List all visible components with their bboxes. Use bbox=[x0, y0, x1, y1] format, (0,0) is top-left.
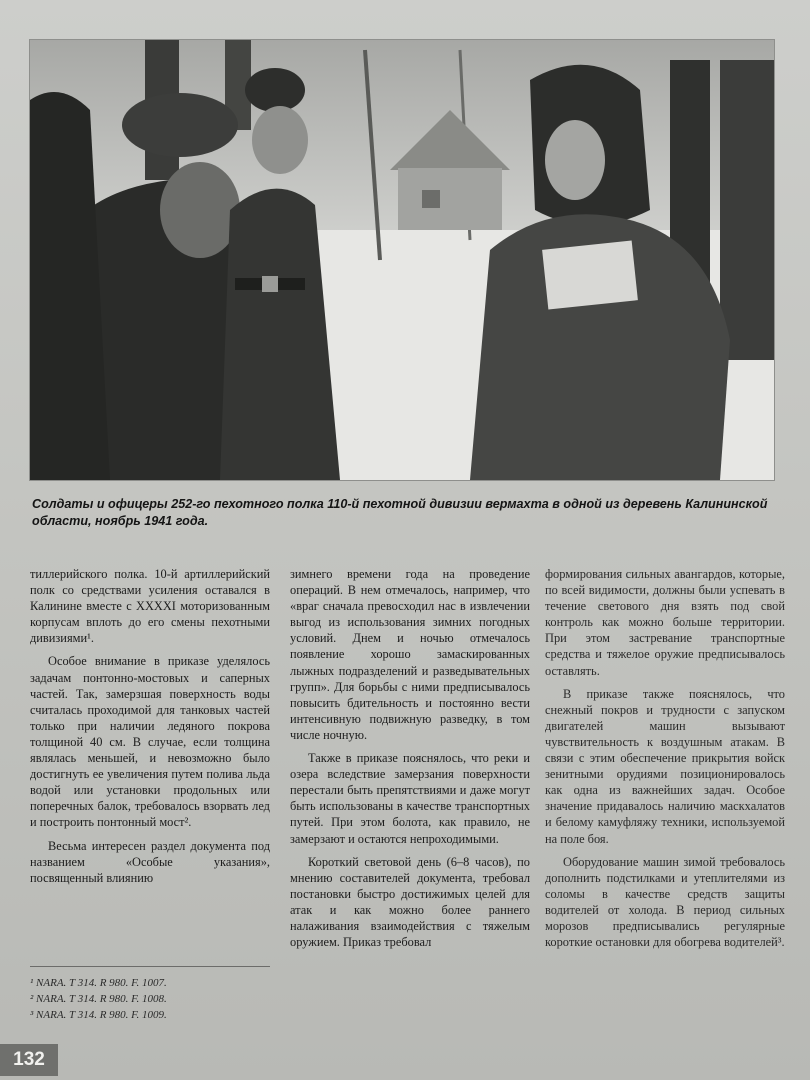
paragraph: Оборудование машин зимой требовалось дополнить подстилками и утеплителями из соломы в качестве средств защиты водителей от холода. В период сильных морозов предписывались регулярные короткие остановки для обогрева водителей³. bbox=[545, 854, 785, 950]
footnote: ³ NARA. T 314. R 980. F. 1009. bbox=[30, 1009, 167, 1021]
photo-illustration bbox=[30, 40, 774, 480]
footnote: ¹ NARA. T 314. R 980. F. 1007. bbox=[30, 977, 167, 989]
footnotes bbox=[30, 975, 270, 1023]
paragraph: Также в приказе пояснялось, что реки и озера вследствие замерзания поверхности перестали быть препятствиями и даже могут быть использованы в качестве транспортных путей. При этом болота, как правило, не замерзают и остаются непроходимыми. bbox=[290, 751, 530, 846]
paragraph: Короткий световой день (6–8 часов), по мнению составителей документа, требовал постановки быстро достижимых целей для атак и как можно более раннего налаживания взаимодействия с тяжелым оружием. Приказ требовал bbox=[290, 854, 530, 950]
paragraph: тиллерийского полка. 10-й артиллерийский полк со средствами усиления оставался в Калинине вместе с XXXXI моторизованным корпусам вплоть до его смены пехотными дивизиями¹. bbox=[30, 567, 270, 646]
paragraph: Особое внимание в приказе уделялось задачам понтонно-мостовых и саперных частей. Так, замерзшая поверхность воды считалась проходимой для танковых частей только при наличии ледяного покрова толщиной 40 см. В случае, если толщина являлась меньшей, и невозможно было достигнуть ее увеличения путем полива льда водой или установки продольных или поперечных балок, требовалось взорвать лед и построить понтонный мост². bbox=[30, 654, 270, 830]
paragraph: Весьма интересен раздел документа под названием «Особые указания», посвященный влиянию bbox=[30, 838, 270, 885]
text-column-2 bbox=[290, 566, 530, 957]
page-number: 132 bbox=[0, 1044, 58, 1076]
historical-photo bbox=[30, 40, 774, 480]
text-column-1 bbox=[30, 566, 270, 893]
photo-caption: Солдаты и офицеры 252-го пехотного полка 110-й пехотной дивизии вермахта в одной из деревень Калининской области, ноябрь 1941 года. bbox=[32, 497, 768, 528]
paragraph: В приказе также пояснялось, что снежный покров и трудности с запуском двигателей машин вызывают чувствительность к воздушным атакам. В связи с этим обеспечение прикрытия войск зенитными орудиями позиционировалось как одна из важнейших задач. Особое значение придавалось наличию маскхалатов и белому камуфляжу техники, используемой на поле боя. bbox=[545, 686, 785, 846]
paragraph: зимнего времени года на проведение операций. В нем отмечалось, например, что «враг сначала превосходил нас в извлечении выгод из использования зимних погодных условий. Днем и ночью отмечалось появление хорошо замаскированных лыжных подразделений и разведывательных групп». Для борьбы с ними предписывалось повысить бдительность и постоянно вести интенсивную подвижную разведку, в том числе ночную. bbox=[290, 567, 530, 742]
footnote-divider bbox=[30, 966, 270, 967]
text-column-3 bbox=[545, 566, 785, 957]
footnote: ² NARA. T 314. R 980. F. 1008. bbox=[30, 993, 167, 1005]
paragraph: формирования сильных авангардов, которые, по всей видимости, должны были успевать в течение светового дня взять под свой контроль как можно больше территории. При этом застревание транспортные средства и тяжелое оружие предписывалось оставлять. bbox=[545, 567, 785, 678]
